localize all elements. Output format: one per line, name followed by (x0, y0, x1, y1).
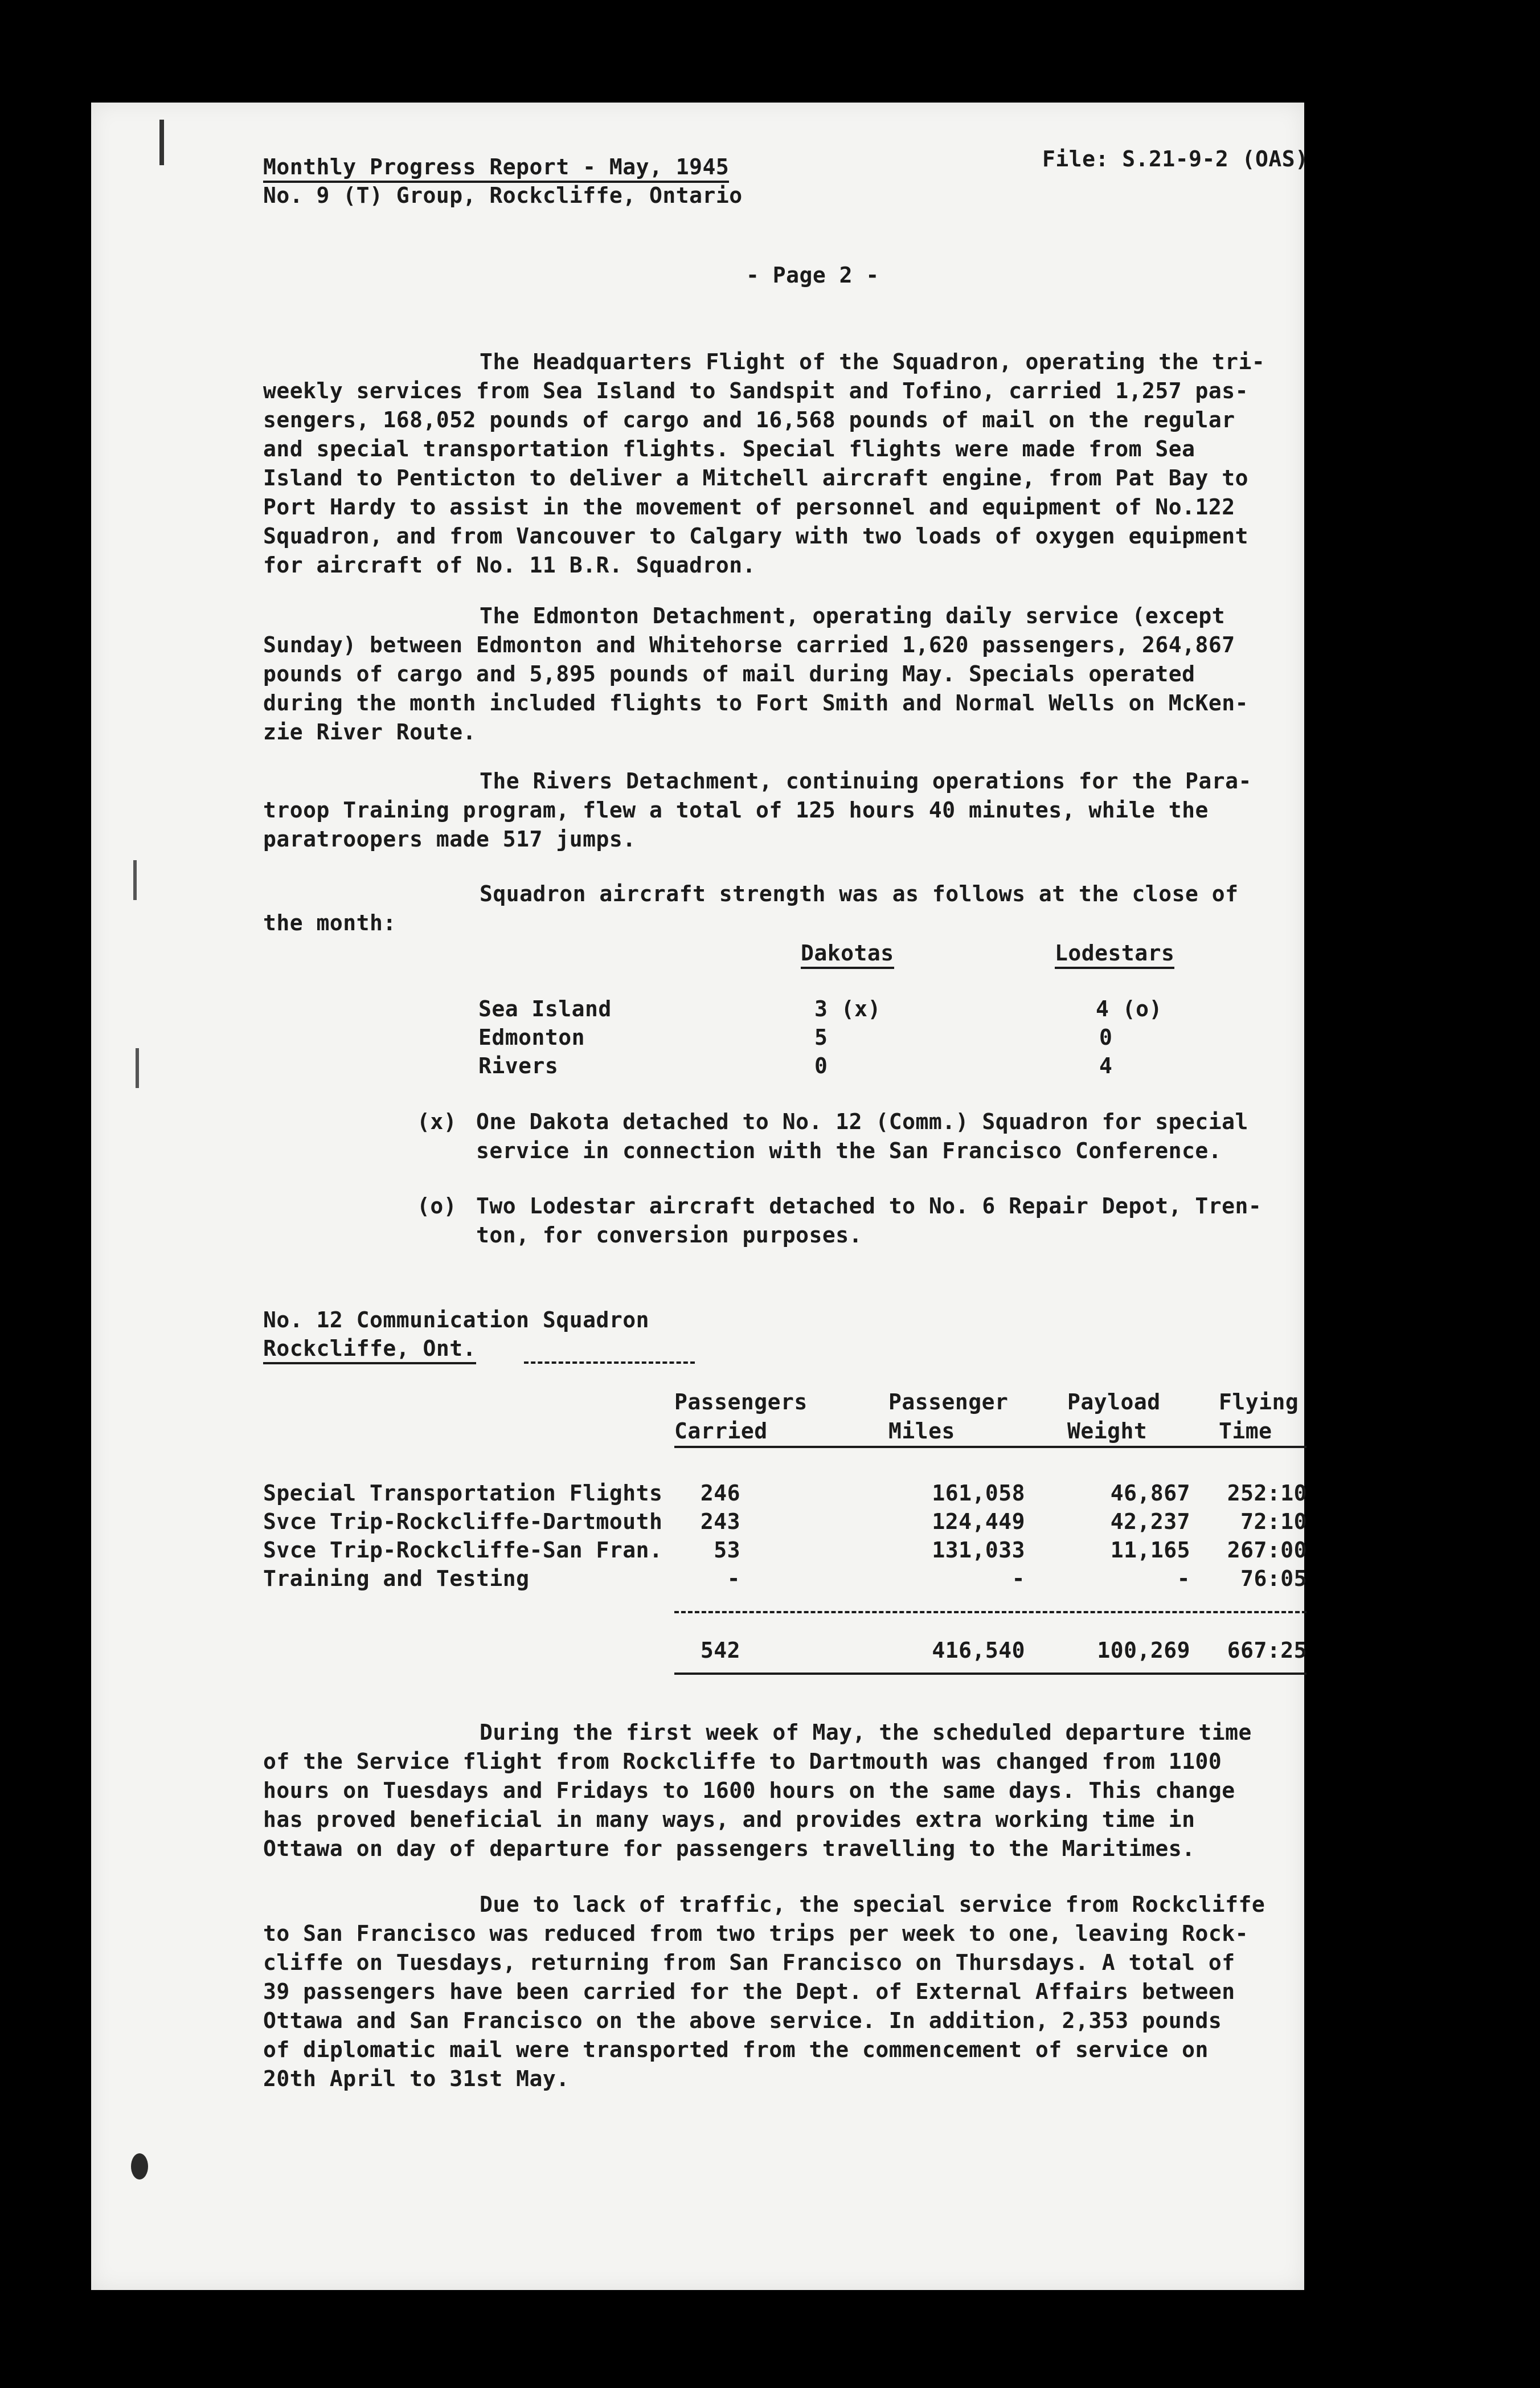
strength-place: Edmonton (478, 1025, 585, 1050)
row-label: Svce Trip-Rockcliffe-San Fran. (263, 1538, 663, 1563)
col-header-line1: Flying (1219, 1389, 1299, 1414)
cell-time: 72:10 (1240, 1509, 1307, 1534)
footnote-x-mark: (x) (417, 1109, 457, 1134)
footnote-o (476, 1192, 1262, 1250)
text-line: paratroopers made 517 jumps. (263, 827, 636, 852)
cell-passengers: 246 (700, 1481, 740, 1506)
document-page (91, 103, 1309, 2290)
col-header-line2: Time (1219, 1418, 1272, 1444)
text-line: of diplomatic mail were transported from the commencement of service on (263, 2037, 1209, 2062)
cell-payload: - (1177, 1566, 1190, 1591)
text-line: ton, for conversion purposes. (476, 1222, 862, 1248)
header-underline (674, 1446, 1306, 1448)
cell-time: 76:05 (1240, 1566, 1307, 1591)
text-line: The Rivers Detachment, continuing operations for the Para- (480, 768, 1252, 794)
cell-passengers: 243 (700, 1509, 740, 1534)
text-line: of the Service flight from Rockcliffe to Dartmouth was changed from 1100 (263, 1749, 1222, 1774)
text-line: Island to Penticton to deliver a Mitchell aircraft engine, from Pat Bay to (263, 465, 1248, 490)
text-line: has proved beneficial in many ways, and provides extra working time in (263, 1807, 1195, 1832)
paragraph-schedule-change (263, 1718, 1311, 1863)
row-label: Svce Trip-Rockcliffe-Dartmouth (263, 1509, 663, 1534)
text-line: for aircraft of No. 11 B.R. Squadron. (263, 553, 756, 578)
strength-lodestars: 4 (1099, 1053, 1113, 1078)
col-header-line2: Carried (674, 1418, 768, 1444)
paragraph-rivers (263, 767, 1311, 854)
col-header-line2: Miles (888, 1418, 955, 1444)
text-line: pounds of cargo and 5,895 pounds of mail during May. Specials operated (263, 661, 1195, 686)
file-reference: File: S.21-9-2 (OAS) (1042, 146, 1309, 171)
text-line: zie River Route. (263, 719, 477, 745)
report-title-line1: Monthly Progress Report - May, 1945 (263, 154, 729, 183)
totals-rule (674, 1611, 1306, 1613)
cell-passengers: 53 (714, 1538, 740, 1563)
punch-hole-mark (131, 2153, 148, 2180)
text-line: Sunday) between Edmonton and Whitehorse carried 1,620 passengers, 264,867 (263, 632, 1235, 657)
squadron12-heading: No. 12 Communication Squadron (263, 1307, 649, 1332)
col-lodestars (1055, 939, 1174, 968)
cell-payload: 42,237 (1110, 1509, 1190, 1534)
col-lodestars-label: Lodestars (1055, 941, 1174, 969)
text-line: Port Hardy to assist in the movement of personnel and equipment of No.122 (263, 494, 1235, 520)
row-label: Special Transportation Flights (263, 1481, 663, 1506)
text-line: to San Francisco was reduced from two trips per week to one, leaving Rock- (263, 1921, 1248, 1946)
cell-miles: - (1011, 1566, 1025, 1591)
col-passenger-miles (888, 1388, 1008, 1446)
squadron12-location-label: Rockcliffe, Ont. (263, 1336, 476, 1364)
strength-lodestars: 4 (o) (1096, 996, 1162, 1021)
text-line: The Edmonton Detachment, operating daily service (except (480, 603, 1226, 628)
squadron12-location (263, 1334, 476, 1363)
footnote-o-mark: (o) (417, 1193, 457, 1218)
text-line: The Headquarters Flight of the Squadron, operating the tri- (480, 349, 1265, 374)
cell-payload: 46,867 (1110, 1481, 1190, 1506)
paragraph-san-francisco (263, 1890, 1311, 2093)
col-flying-time (1219, 1388, 1299, 1446)
text-line: troop Training program, flew a total of 125 hours 40 minutes, while the (263, 798, 1209, 823)
heading-underline-extension (524, 1361, 695, 1364)
page-number: - Page 2 - (746, 263, 879, 288)
cell-miles: 124,449 (932, 1509, 1025, 1534)
strength-place: Sea Island (478, 996, 612, 1021)
margin-mark (136, 1048, 139, 1088)
text-line: Ottawa and San Francisco on the above service. In addition, 2,353 pounds (263, 2008, 1222, 2033)
col-dakotas-label: Dakotas (801, 941, 894, 969)
text-line: during the month included flights to Fort Smith and Normal Wells on McKen- (263, 690, 1248, 715)
row-label: Training and Testing (263, 1566, 530, 1591)
paragraph-edmonton (263, 602, 1311, 747)
col-header-line1: Passenger (888, 1389, 1009, 1414)
text-line: Due to lack of traffic, the special service from Rockcliffe (480, 1892, 1265, 1917)
text-line: and special transportation flights. Special flights were made from Sea (263, 436, 1195, 461)
text-line: Ottawa on day of departure for passengers travelling to the Maritimes. (263, 1836, 1195, 1861)
col-header-line1: Payload (1067, 1389, 1161, 1414)
cell-time: 267:00 (1227, 1538, 1307, 1563)
text-line: hours on Tuesdays and Fridays to 1600 hours on the same days. This change (263, 1778, 1235, 1803)
cell-miles: 161,058 (932, 1481, 1025, 1506)
total-passengers: 542 (700, 1638, 740, 1663)
col-payload-weight (1067, 1388, 1161, 1446)
text-line: During the first week of May, the scheduled departure time (480, 1720, 1252, 1745)
totals-underline (674, 1673, 1306, 1675)
total-time: 667:25 (1227, 1638, 1307, 1663)
margin-mark (133, 860, 137, 900)
text-line: weekly services from Sea Island to Sandspit and Tofino, carried 1,257 pas- (263, 378, 1248, 403)
strength-dakotas: 5 (814, 1025, 828, 1050)
text-line: Squadron, and from Vancouver to Calgary with two loads of oxygen equipment (263, 524, 1248, 549)
report-title (263, 153, 729, 182)
strength-dakotas: 0 (814, 1053, 828, 1078)
total-miles: 416,540 (932, 1638, 1025, 1663)
strength-place: Rivers (478, 1053, 559, 1078)
cell-passengers: - (727, 1566, 740, 1591)
text-line: service in connection with the San Francisco Conference. (476, 1138, 1222, 1163)
strength-lodestars: 0 (1099, 1025, 1113, 1050)
cell-time: 252:10 (1227, 1481, 1307, 1506)
text-line: sengers, 168,052 pounds of cargo and 16,568 pounds of mail on the regular (263, 407, 1235, 432)
text-line: the month: (263, 910, 396, 935)
col-header-line1: Passengers (674, 1389, 808, 1414)
report-title-line2: No. 9 (T) Group, Rockcliffe, Ontario (263, 183, 743, 208)
cell-miles: 131,033 (932, 1538, 1025, 1563)
paragraph-strength (263, 880, 1311, 938)
col-header-line2: Weight (1067, 1418, 1148, 1444)
text-line: 39 passengers have been carried for the Dept. of External Affairs between (263, 1979, 1235, 2004)
total-payload: 100,269 (1097, 1638, 1190, 1663)
text-line: 20th April to 31st May. (263, 2066, 570, 2091)
text-line: Squadron aircraft strength was as follows at the close of (480, 881, 1239, 906)
col-passengers-carried (674, 1388, 808, 1446)
corner-mark (159, 120, 164, 165)
text-line: One Dakota detached to No. 12 (Comm.) Squadron for special (476, 1109, 1248, 1134)
cell-payload: 11,165 (1110, 1538, 1190, 1563)
text-line: cliffe on Tuesdays, returning from San Francisco on Thursdays. A total of (263, 1950, 1235, 1975)
footnote-x (476, 1107, 1248, 1166)
strength-dakotas: 3 (x) (814, 996, 881, 1021)
text-line: Two Lodestar aircraft detached to No. 6 Repair Depot, Tren- (476, 1193, 1262, 1218)
paragraph-hq-flight (263, 347, 1311, 580)
col-dakotas (801, 939, 894, 968)
